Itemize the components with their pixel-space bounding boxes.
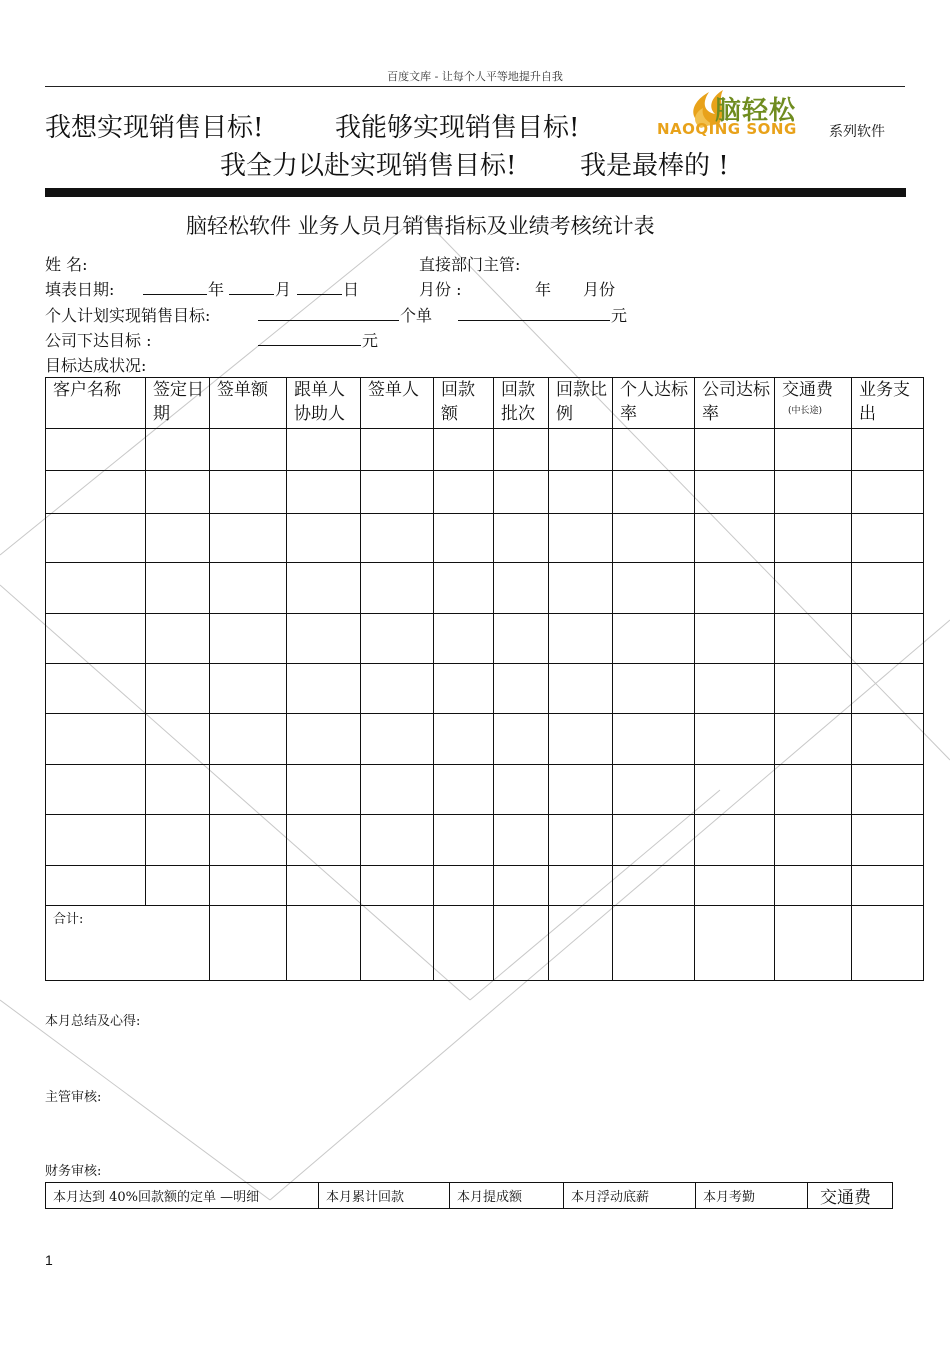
table-row: [46, 614, 924, 664]
header-customer: 客户名称: [46, 378, 146, 429]
month-field-label: 月份 :: [419, 280, 462, 299]
header-payment-batch: 回款批次: [494, 378, 549, 429]
year-blank[interactable]: [143, 280, 207, 295]
personal-target-label: 个人计划实现销售目标:: [45, 306, 211, 325]
company-target-label: 公司下达目标 :: [45, 331, 152, 350]
fill-date-label: 填表日期:: [45, 280, 115, 299]
summary-cell-orders: 本月达到 40%回款额的定单 —明细: [46, 1183, 319, 1209]
table-row: [46, 866, 924, 906]
header-follower: 跟单人协助人: [287, 378, 361, 429]
table-row: [46, 664, 924, 714]
header-signer: 签单人: [361, 378, 434, 429]
month-unit: 月: [275, 280, 292, 299]
summary-cell-floating-salary: 本月浮动底薪: [564, 1183, 696, 1209]
month-field-year: 年: [535, 280, 552, 299]
performance-table: [45, 377, 924, 981]
monthly-summary-table: [45, 1182, 893, 1209]
table-header-row: [46, 378, 924, 429]
summary-cell-attendance: 本月考勤: [696, 1183, 808, 1209]
summary-cell-commission: 本月提成额: [450, 1183, 564, 1209]
header-company-rate: 公司达标率: [695, 378, 775, 429]
table-row: [46, 514, 924, 563]
heavy-divider: [45, 188, 906, 197]
summary-label: 本月总结及心得:: [45, 1014, 141, 1029]
day-unit: 日: [343, 280, 360, 299]
header-payment-amount: 回款额: [434, 378, 494, 429]
table-row: [46, 471, 924, 514]
day-blank[interactable]: [297, 280, 342, 295]
achievement-label: 目标达成状况:: [45, 356, 147, 375]
logo-text-en: NAOQING SONG: [657, 120, 797, 138]
header-sign-amount: 签单额: [210, 378, 287, 429]
header-sign-date: 签定日期: [146, 378, 210, 429]
month-field-month: 月份: [583, 280, 616, 299]
header-text: 百度文库 - 让每个人平等地提升自我: [387, 70, 563, 83]
finance-review-label: 财务审核:: [45, 1164, 102, 1179]
total-row: [46, 906, 924, 981]
summary-cell-payment: 本月累计回款: [319, 1183, 450, 1209]
transport-note: (中长途): [788, 406, 823, 416]
company-target-blank[interactable]: [258, 331, 361, 346]
supervisor-label: 直接部门主管:: [419, 255, 521, 274]
year-unit: 年: [208, 280, 225, 299]
logo-text-cn: 脑轻松: [715, 96, 797, 126]
company-target-unit: 元: [362, 331, 379, 350]
table-row: [46, 714, 924, 765]
slogan-4: 我是最棒的 !: [580, 151, 729, 181]
header-personal-rate: 个人达标率: [613, 378, 695, 429]
page-number: 1: [45, 1252, 53, 1268]
total-label-cell: 合计:: [46, 906, 210, 981]
orders-unit: 个单: [400, 306, 433, 325]
header-expense: 业务支出: [852, 378, 924, 429]
slogan-3: 我全力以赴实现销售目标!: [220, 151, 517, 181]
summary-row: [46, 1183, 893, 1209]
name-label: 姓 名:: [45, 255, 88, 274]
table-row: [46, 563, 924, 614]
amount-blank[interactable]: [458, 306, 610, 321]
orders-blank[interactable]: [258, 306, 399, 321]
form-title: 脑轻松软件 业务人员月销售指标及业绩考核统计表: [186, 214, 655, 238]
table-row: [46, 815, 924, 866]
header-transport: 交通费 (中长途): [775, 378, 852, 429]
amount-unit: 元: [611, 306, 628, 325]
header-payment-ratio: 回款比例: [549, 378, 613, 429]
slogan-1: 我想实现销售目标!: [45, 113, 264, 143]
summary-cell-transport: 交通费: [808, 1183, 893, 1209]
month-blank[interactable]: [229, 280, 274, 295]
supervisor-review-label: 主管审核:: [45, 1090, 102, 1105]
table-row: [46, 765, 924, 815]
slogan-2: 我能够实现销售目标!: [335, 113, 580, 143]
table-row: [46, 429, 924, 471]
series-label: 系列软件: [829, 124, 885, 140]
